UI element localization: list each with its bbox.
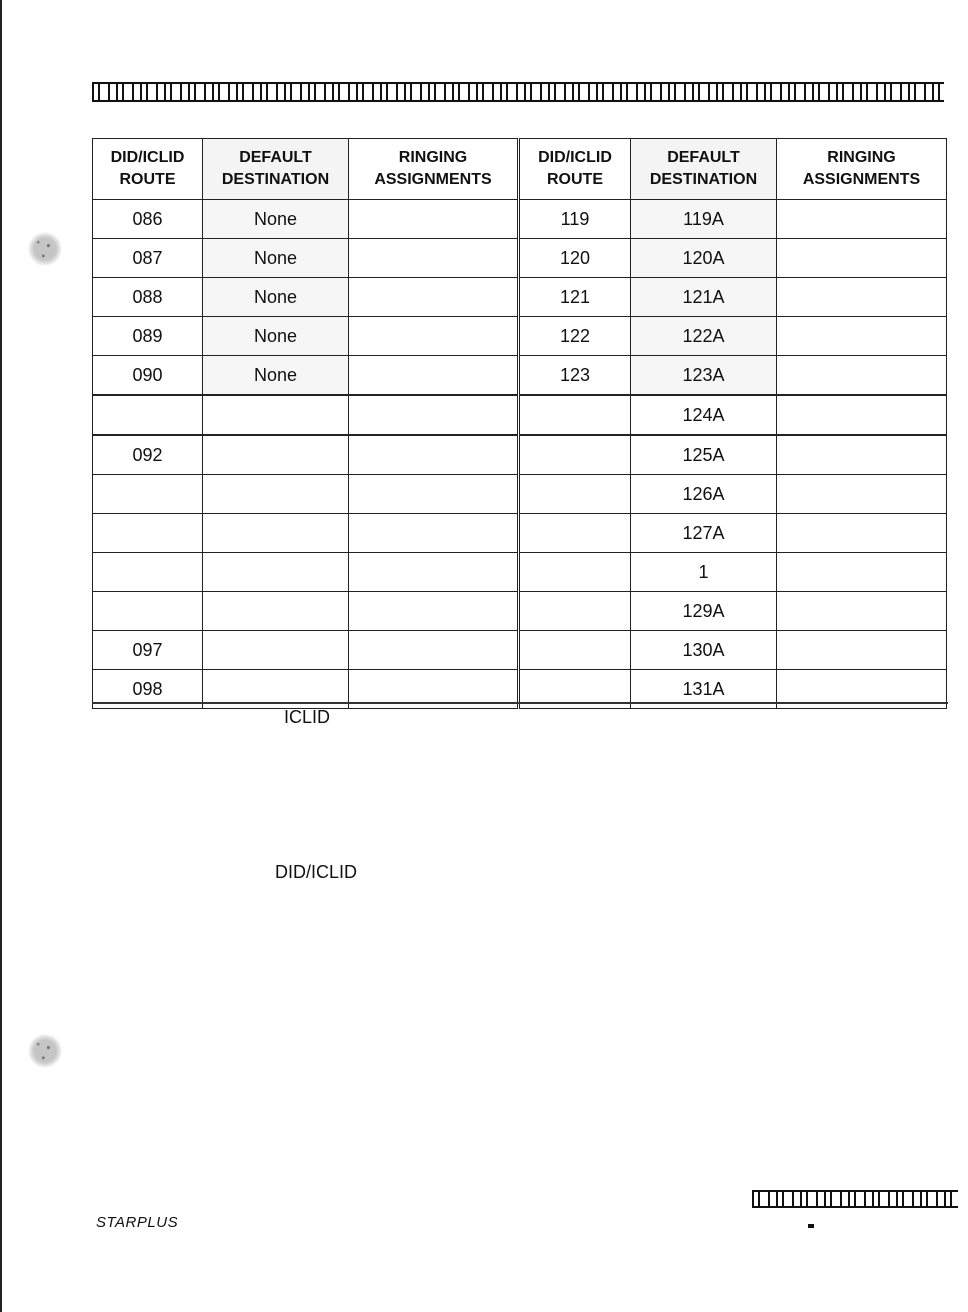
table-row xyxy=(93,317,947,356)
cell-ringing-assignment-2 xyxy=(777,475,947,514)
cell-route-2 xyxy=(519,514,631,553)
cell-ringing-assignment-2 xyxy=(777,631,947,670)
cell-default-destination: None xyxy=(203,317,349,356)
cell-ringing-assignment xyxy=(349,317,519,356)
cell-default-destination-2: 1 xyxy=(631,553,777,592)
cell-route-2: 123 xyxy=(519,356,631,396)
cell-default-destination-2: 120A xyxy=(631,239,777,278)
cell-route: 088 xyxy=(93,278,203,317)
cell-default-destination xyxy=(203,435,349,475)
cell-route xyxy=(93,553,203,592)
cell-ringing-assignment xyxy=(349,435,519,475)
cell-route-2: 119 xyxy=(519,200,631,239)
cell-route xyxy=(93,592,203,631)
table-row xyxy=(93,475,947,514)
cell-route-2 xyxy=(519,631,631,670)
table-row xyxy=(93,435,947,475)
did-iclid-label: DID/ICLID xyxy=(275,862,358,882)
header-did-iclid-route-2: DID/ICLID ROUTE xyxy=(519,139,631,200)
cell-ringing-assignment-2 xyxy=(777,200,947,239)
table-row xyxy=(93,395,947,435)
cell-default-destination-2: 119A xyxy=(631,200,777,239)
footer-page-mark xyxy=(808,1224,814,1228)
cell-route-2 xyxy=(519,553,631,592)
cell-route-2 xyxy=(519,435,631,475)
cell-ringing-assignment xyxy=(349,395,519,435)
cell-default-destination-2: 125A xyxy=(631,435,777,475)
cell-ringing-assignment xyxy=(349,592,519,631)
cell-ringing-assignment-2 xyxy=(777,239,947,278)
table-row xyxy=(93,514,947,553)
table-row xyxy=(93,553,947,592)
cell-route-2: 121 xyxy=(519,278,631,317)
table-header-row xyxy=(93,139,947,200)
header-ringing-assignments-2: RINGING ASSIGNMENTS xyxy=(777,139,947,200)
page-edge-rule xyxy=(0,0,2,1312)
greek-key-border-top xyxy=(92,82,944,102)
cell-route-2 xyxy=(519,475,631,514)
header-default-destination: DEFAULT DESTINATION xyxy=(203,139,349,200)
footer-brand: STARPLUS xyxy=(96,1214,179,1231)
cell-ringing-assignment-2 xyxy=(777,553,947,592)
cell-ringing-assignment-2 xyxy=(777,278,947,317)
table-row xyxy=(93,356,947,396)
header-ringing-assignments: RINGING ASSIGNMENTS xyxy=(349,139,519,200)
cell-default-destination xyxy=(203,592,349,631)
cell-ringing-assignment xyxy=(349,356,519,396)
cell-default-destination: None xyxy=(203,278,349,317)
cell-ringing-assignment xyxy=(349,475,519,514)
cell-ringing-assignment-2 xyxy=(777,395,947,435)
cell-ringing-assignment-2 xyxy=(777,514,947,553)
hole-punch-mark xyxy=(28,1034,62,1068)
cell-default-destination-2: 121A xyxy=(631,278,777,317)
cell-route xyxy=(93,514,203,553)
cell-default-destination-2: 123A xyxy=(631,356,777,396)
cell-route-2 xyxy=(519,592,631,631)
cell-route xyxy=(93,475,203,514)
cell-default-destination-2: 130A xyxy=(631,631,777,670)
cell-ringing-assignment-2 xyxy=(777,592,947,631)
cell-default-destination xyxy=(203,631,349,670)
table-row xyxy=(93,592,947,631)
cell-default-destination-2: 122A xyxy=(631,317,777,356)
table-row xyxy=(93,200,947,239)
cell-default-destination: None xyxy=(203,239,349,278)
cell-default-destination-2: 126A xyxy=(631,475,777,514)
table-row xyxy=(93,239,947,278)
cell-route-2 xyxy=(519,395,631,435)
cell-ringing-assignment-2 xyxy=(777,356,947,396)
cell-default-destination xyxy=(203,553,349,592)
table-bottom-rule xyxy=(92,702,948,704)
hole-punch-mark xyxy=(28,232,62,266)
header-default-destination-2: DEFAULT DESTINATION xyxy=(631,139,777,200)
cell-route: 098 xyxy=(93,670,203,709)
cell-default-destination xyxy=(203,395,349,435)
cell-route-2: 122 xyxy=(519,317,631,356)
cell-route: 089 xyxy=(93,317,203,356)
table-row xyxy=(93,631,947,670)
cell-route: 092 xyxy=(93,435,203,475)
cell-default-destination xyxy=(203,475,349,514)
cell-ringing-assignment xyxy=(349,631,519,670)
did-route-table xyxy=(92,138,947,709)
cell-default-destination-2: 124A xyxy=(631,395,777,435)
cell-default-destination-2: 129A xyxy=(631,592,777,631)
cell-route: 087 xyxy=(93,239,203,278)
cell-default-destination: None xyxy=(203,356,349,396)
cell-default-destination-2: 127A xyxy=(631,514,777,553)
cell-default-destination xyxy=(203,514,349,553)
header-did-iclid-route: DID/ICLID ROUTE xyxy=(93,139,203,200)
cell-ringing-assignment xyxy=(349,553,519,592)
cell-route: 086 xyxy=(93,200,203,239)
table-row xyxy=(93,278,947,317)
iclid-label: ICLID xyxy=(284,707,331,727)
cell-ringing-assignment xyxy=(349,278,519,317)
cell-default-destination: None xyxy=(203,200,349,239)
cell-route xyxy=(93,395,203,435)
cell-ringing-assignment xyxy=(349,200,519,239)
cell-route: 090 xyxy=(93,356,203,396)
greek-key-border-bottom xyxy=(752,1190,958,1208)
cell-route: 097 xyxy=(93,631,203,670)
cell-ringing-assignment-2 xyxy=(777,317,947,356)
cell-ringing-assignment xyxy=(349,514,519,553)
cell-default-destination-2: 131A xyxy=(631,670,777,709)
cell-ringing-assignment-2 xyxy=(777,435,947,475)
cell-route-2: 120 xyxy=(519,239,631,278)
cell-ringing-assignment xyxy=(349,239,519,278)
